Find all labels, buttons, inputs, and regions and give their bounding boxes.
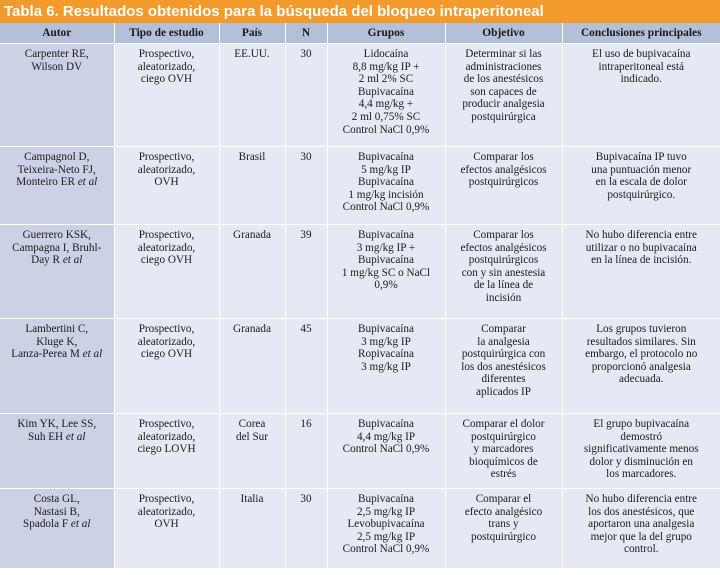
cell-line: de la línea de bbox=[473, 279, 534, 292]
table-title: Tabla 6. Resultados obtenidos para la búsqueda del bloqueo intraperitoneal bbox=[0, 0, 720, 23]
cell-grupos bbox=[327, 225, 445, 319]
cell-line: los dos anestésicos bbox=[461, 360, 546, 373]
cell-line: Carpenter RE, bbox=[24, 48, 89, 60]
cell-line: son capaces de bbox=[470, 85, 537, 98]
cell-line: efectos analgésicos bbox=[460, 241, 547, 254]
cell-pais bbox=[219, 147, 285, 225]
header-tipo-estudio: Tipo de estudio bbox=[114, 23, 219, 44]
cell-tipo-estudio bbox=[114, 489, 219, 569]
cell-line: indicado. bbox=[620, 73, 662, 86]
cell-conclusiones bbox=[562, 489, 720, 569]
cell-objetivo bbox=[445, 225, 562, 319]
cell-tipo-estudio bbox=[114, 44, 219, 147]
table-row bbox=[0, 147, 720, 225]
header-n: N bbox=[285, 23, 327, 44]
cell-line: aleatorizado, bbox=[137, 60, 196, 73]
cell-line: intraperitoneal está bbox=[598, 60, 684, 73]
cell-line: Bupivacaína IP tuvo bbox=[595, 151, 687, 163]
cell-line: 30 bbox=[300, 151, 312, 163]
cell-line: 2 ml 0,75% SC bbox=[351, 110, 421, 123]
cell-line: Bupivacaína bbox=[358, 85, 414, 98]
cell-line: El grupo bupivacaína bbox=[593, 418, 690, 430]
cell-line: de los anestésicos bbox=[463, 73, 544, 86]
cell-line: demostró bbox=[620, 430, 663, 443]
cell-line: aplicados IP bbox=[476, 385, 531, 398]
cell-line: administraciones bbox=[465, 60, 542, 73]
cell-line: en la línea de incisión. bbox=[591, 254, 692, 267]
cell-line: Ropivacaína bbox=[358, 348, 414, 361]
cell-line: postquirúrgica bbox=[471, 110, 536, 123]
cell-line: dolor y disminución en bbox=[589, 455, 693, 468]
cell-line: en la escala de dolor bbox=[595, 176, 687, 189]
cell-line: ciego OVH bbox=[140, 73, 193, 86]
cell-line: Prospectivo, bbox=[138, 418, 195, 430]
cell-line: Campagna I, Bruhl- bbox=[12, 241, 102, 254]
cell-line: Prospectivo, bbox=[138, 48, 195, 60]
cell-line: 2 ml 2% SC bbox=[358, 73, 414, 86]
cell-line: Day R et al bbox=[31, 254, 83, 267]
cell-line: utilizar o no bupivacaína bbox=[585, 241, 697, 254]
table-row bbox=[0, 225, 720, 319]
cell-line: Lambertini C, bbox=[25, 323, 89, 335]
header-autor: Autor bbox=[0, 23, 114, 44]
cell-line: trans y bbox=[488, 518, 519, 531]
cell-grupos bbox=[327, 489, 445, 569]
cell-line: del Sur bbox=[235, 430, 268, 443]
cell-conclusiones bbox=[562, 319, 720, 414]
cell-pais bbox=[219, 44, 285, 147]
cell-line: postquirúrgico bbox=[470, 430, 537, 443]
cell-line: Spadola F et al bbox=[23, 518, 91, 531]
cell-line: Monteiro ER et al bbox=[16, 176, 98, 189]
cell-tipo-estudio bbox=[114, 319, 219, 414]
cell-line: Guerrero KSK, bbox=[22, 229, 91, 241]
cell-line: Levobupivacaína bbox=[347, 518, 425, 531]
cell-objetivo bbox=[445, 319, 562, 414]
cell-line: ciego OVH bbox=[140, 254, 193, 267]
cell-line: postquirúrgicos bbox=[468, 176, 539, 189]
cell-line: Determinar si las bbox=[465, 48, 542, 60]
header-objetivo: Objetivo bbox=[445, 23, 562, 44]
cell-line: 1 mg/kg incisión bbox=[348, 188, 424, 201]
cell-conclusiones bbox=[562, 414, 720, 489]
cell-line: No hubo diferencia entre bbox=[585, 229, 697, 241]
cell-line: 16 bbox=[300, 418, 312, 430]
cell-objetivo bbox=[445, 147, 562, 225]
cell-tipo-estudio bbox=[114, 147, 219, 225]
cell-line: producir analgesia bbox=[462, 98, 545, 111]
cell-line: 5 mg/kg IP bbox=[361, 163, 411, 176]
cell-grupos bbox=[327, 147, 445, 225]
cell-line: efecto analgésico bbox=[464, 505, 543, 518]
cell-line: Bupivacaína bbox=[358, 254, 414, 267]
cell-n bbox=[285, 147, 327, 225]
et-al-label: et al bbox=[70, 518, 91, 531]
table-row bbox=[0, 44, 720, 147]
header-pais: País bbox=[219, 23, 285, 44]
cell-grupos bbox=[327, 414, 445, 489]
cell-line: proporcionó analgesia bbox=[591, 360, 691, 373]
cell-line: Comparar bbox=[481, 323, 526, 335]
cell-line: Prospectivo, bbox=[138, 493, 195, 505]
cell-objetivo bbox=[445, 44, 562, 147]
header-row bbox=[0, 23, 720, 44]
cell-objetivo bbox=[445, 414, 562, 489]
cell-line: significativamente menos bbox=[583, 443, 699, 456]
et-al-label: et al bbox=[62, 254, 83, 267]
cell-line: 8,8 mg/kg IP + bbox=[352, 60, 420, 73]
cell-objetivo bbox=[445, 489, 562, 569]
cell-line: aleatorizado, bbox=[137, 335, 196, 348]
cell-line: mejor que la del grupo bbox=[590, 530, 692, 543]
table-row bbox=[0, 414, 720, 489]
cell-pais bbox=[219, 489, 285, 569]
cell-autor bbox=[0, 489, 114, 569]
cell-line: los dos anestésicos, que bbox=[588, 505, 695, 518]
cell-line: embargo, el protocolo no bbox=[585, 348, 698, 361]
cell-line: Prospectivo, bbox=[138, 151, 195, 163]
cell-line: bioquímicos de bbox=[469, 455, 538, 468]
cell-autor bbox=[0, 414, 114, 489]
cell-tipo-estudio bbox=[114, 414, 219, 489]
cell-line: Kluge K, bbox=[36, 335, 78, 348]
cell-line: efectos analgésicos bbox=[460, 163, 547, 176]
cell-pais bbox=[219, 225, 285, 319]
cell-tipo-estudio bbox=[114, 225, 219, 319]
cell-n bbox=[285, 319, 327, 414]
cell-line: Bupivacaína bbox=[358, 229, 414, 241]
cell-line: la analgesia bbox=[477, 335, 530, 348]
table-row bbox=[0, 489, 720, 569]
header-conclusiones: Conclusiones principales bbox=[562, 23, 720, 44]
cell-line: aportaron una analgesia bbox=[588, 518, 695, 531]
cell-line: Teixeira-Neto FJ, bbox=[17, 163, 96, 176]
cell-line: aleatorizado, bbox=[137, 163, 196, 176]
cell-line: Kim YK, Lee SS, bbox=[17, 418, 97, 430]
cell-line: ciego LOVH bbox=[137, 443, 196, 456]
cell-line: 2,5 mg/kg IP bbox=[356, 530, 416, 543]
header-grupos: Grupos bbox=[327, 23, 445, 44]
cell-line: 3 mg/kg IP bbox=[361, 360, 411, 373]
cell-line: Corea bbox=[238, 418, 266, 430]
cell-line: 4,4 mg/kg IP bbox=[356, 430, 416, 443]
cell-line: El uso de bupivacaína bbox=[592, 48, 691, 60]
cell-line: postquirúrgica con bbox=[461, 348, 546, 361]
cell-line: adecuada. bbox=[619, 373, 664, 386]
cell-line: Lidocaína bbox=[363, 48, 409, 60]
cell-line: Italia bbox=[240, 493, 264, 505]
et-al-label: et al bbox=[65, 430, 86, 443]
cell-line: Bupivacaína bbox=[358, 176, 414, 189]
cell-line: 30 bbox=[300, 493, 312, 505]
cell-line: Granada bbox=[233, 229, 271, 241]
cell-line: Bupivacaína bbox=[358, 151, 414, 163]
cell-line: aleatorizado, bbox=[137, 430, 196, 443]
cell-line: Lanza-Perea M et al bbox=[11, 348, 103, 361]
cell-n bbox=[285, 44, 327, 147]
cell-autor bbox=[0, 319, 114, 414]
cell-line: Comparar el dolor bbox=[462, 418, 545, 430]
cell-line: Comparar los bbox=[473, 151, 534, 163]
cell-line: aleatorizado, bbox=[137, 241, 196, 254]
results-table bbox=[0, 23, 720, 569]
cell-line: OVH bbox=[154, 176, 179, 189]
cell-n bbox=[285, 414, 327, 489]
cell-line: Costa GL, bbox=[33, 493, 80, 505]
cell-line: Granada bbox=[233, 323, 271, 335]
cell-line: Suh EH et al bbox=[28, 430, 86, 443]
cell-line: Wilson DV bbox=[31, 60, 83, 73]
cell-line: control. bbox=[624, 543, 659, 556]
cell-autor bbox=[0, 44, 114, 147]
cell-line: Control NaCl 0,9% bbox=[342, 443, 430, 456]
cell-line: Comparar el bbox=[475, 493, 532, 505]
cell-line: diferentes bbox=[481, 373, 526, 386]
cell-pais bbox=[219, 319, 285, 414]
cell-n bbox=[285, 489, 327, 569]
cell-line: Bupivacaína bbox=[358, 323, 414, 335]
cell-line: 45 bbox=[300, 323, 312, 335]
cell-line: OVH bbox=[154, 518, 179, 531]
cell-line: Control NaCl 0,9% bbox=[342, 201, 430, 214]
cell-line: Prospectivo, bbox=[138, 323, 195, 335]
cell-pais bbox=[219, 414, 285, 489]
cell-line: Control NaCl 0,9% bbox=[342, 123, 430, 136]
cell-autor bbox=[0, 225, 114, 319]
cell-line: Bupivacaína bbox=[358, 493, 414, 505]
cell-line: con y sin anestesia bbox=[461, 266, 546, 279]
cell-autor bbox=[0, 147, 114, 225]
cell-line: 1 mg/kg SC o NaCl bbox=[341, 266, 431, 279]
cell-line: y marcadores bbox=[473, 443, 534, 456]
cell-line: 3 mg/kg IP + bbox=[356, 241, 416, 254]
cell-line: postquirúrgico. bbox=[607, 188, 676, 201]
et-al-label: et al bbox=[82, 348, 103, 361]
cell-line: aleatorizado, bbox=[137, 505, 196, 518]
cell-line: No hubo diferencia entre bbox=[585, 493, 697, 505]
cell-line: postquirúrgico bbox=[470, 530, 537, 543]
cell-grupos bbox=[327, 44, 445, 147]
cell-line: 2,5 mg/kg IP bbox=[356, 505, 416, 518]
cell-conclusiones bbox=[562, 225, 720, 319]
cell-line: 30 bbox=[300, 48, 312, 60]
cell-line: incisión bbox=[485, 291, 522, 304]
cell-n bbox=[285, 225, 327, 319]
cell-line: resultados similares. Sin bbox=[586, 335, 696, 348]
et-al-label: et al bbox=[77, 176, 98, 189]
cell-conclusiones bbox=[562, 44, 720, 147]
cell-line: 4,4 mg/kg + bbox=[358, 98, 414, 111]
cell-line: Los grupos tuvieron bbox=[596, 323, 687, 335]
table-row bbox=[0, 319, 720, 414]
cell-line: 39 bbox=[300, 229, 312, 241]
cell-line: Brasil bbox=[238, 151, 266, 163]
cell-line: postquirúrgicos bbox=[468, 254, 539, 267]
cell-line: Control NaCl 0,9% bbox=[342, 543, 430, 556]
cell-conclusiones bbox=[562, 147, 720, 225]
cell-line: ciego OVH bbox=[140, 348, 193, 361]
cell-line: Nastasi B, bbox=[33, 505, 80, 518]
cell-line: una puntuación menor bbox=[591, 163, 692, 176]
cell-line: Prospectivo, bbox=[138, 229, 195, 241]
cell-line: Campagnol D, bbox=[24, 151, 90, 163]
cell-line: 3 mg/kg IP bbox=[361, 335, 411, 348]
cell-line: estrés bbox=[490, 468, 517, 481]
cell-line: Bupivacaína bbox=[358, 418, 414, 430]
cell-line: Comparar los bbox=[473, 229, 534, 241]
cell-line: los marcadores. bbox=[606, 468, 677, 481]
cell-grupos bbox=[327, 319, 445, 414]
cell-line: 0,9% bbox=[374, 279, 398, 292]
cell-line: EE.UU. bbox=[234, 48, 270, 60]
